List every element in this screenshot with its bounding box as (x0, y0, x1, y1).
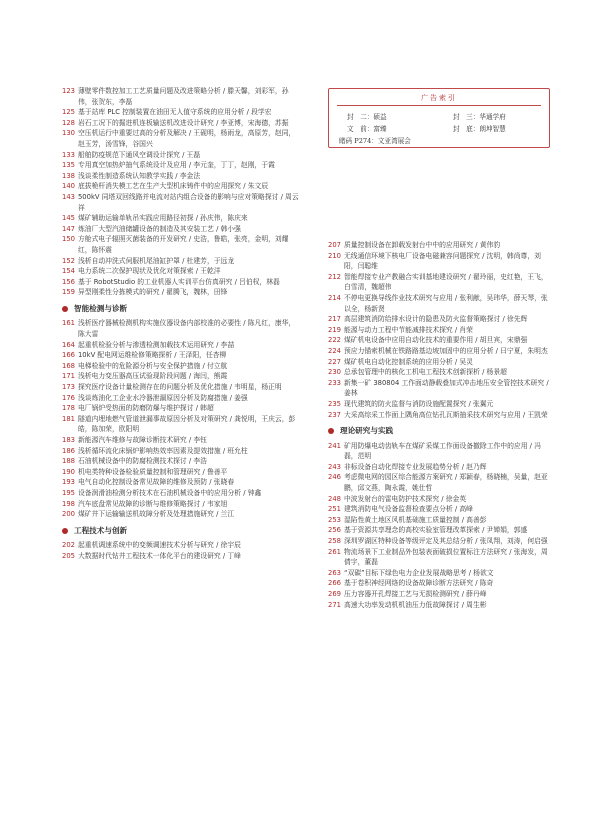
toc-entry[interactable] (62, 287, 300, 298)
page-number: 190 (62, 467, 75, 476)
page-number: 193 (62, 478, 75, 487)
entry-title: 机电类特种设备检验质量控制和管理研究 / 鲁善平 (77, 467, 228, 476)
entry-title: 岩石工况下的掘进机连板输送机改进设计研究 / 李亚博，宋海德，苏振 (77, 118, 289, 127)
entry-title: 薄壁零件数控加工工艺质量问题及改进策略分析 / 滕天馨，刘彩军，孙伟，张贺东，李磊 (77, 87, 289, 106)
entry-title: 异型刚柔性分拣模式的研究 / 翟腾飞，魏林，田锋 (77, 288, 228, 297)
page-number: 125 (62, 108, 75, 117)
toc-entry[interactable] (62, 213, 300, 224)
entry-title: 现代建筑的防火监督与消防设施配置探究 / 张翼元 (343, 399, 494, 408)
page-number: 237 (328, 410, 341, 419)
toc-entry[interactable] (62, 277, 300, 288)
entry-title: 基于 RobotStudio 的工业机器人实训平台仿真研究 / 吕伯权，林磊 (77, 277, 280, 286)
toc-entry[interactable] (62, 107, 300, 118)
entry-title: 起重机检验分析与渗透检测加载技术运用研究 / 李喆 (77, 340, 235, 349)
page-number: 271 (328, 600, 341, 609)
entry-title: 浅析自动冲洗式伺服机尾油缸护罩 / 杜建芳，于远龙 (77, 256, 235, 265)
entry-title: 湿陷性黄土地区风机基础施工质量控制 / 高善彭 (343, 515, 487, 524)
page-number: 166 (62, 351, 75, 360)
entry-title: 质量控制设备在卸载发射台中中的应用研究 / 黄伟豹 (343, 241, 501, 249)
section-heading-label: 工程技术与创新 (74, 525, 128, 535)
toc-entry[interactable] (328, 547, 550, 568)
entry-title: 矿用防爆电动齿轨车在煤矿采煤工作面设备撤除工作中的应用 / 冯磊，范明 (343, 441, 541, 461)
toc-entry[interactable] (62, 256, 300, 267)
toc-entry[interactable] (62, 477, 300, 488)
ad-index-box (328, 88, 550, 148)
toc-entry[interactable] (62, 171, 300, 182)
page-number: 217 (328, 315, 341, 324)
entry-title: 石油机械设备中的防腐检测技术探讨 / 李浩 (77, 457, 207, 466)
page-number: 173 (62, 383, 75, 392)
page-number: 128 (62, 118, 75, 127)
page-number: 188 (62, 457, 75, 466)
entry-title: 浅谈柔性制造系统认知教学实践 / 李金法 (77, 171, 201, 180)
page-number: 135 (62, 161, 75, 170)
toc-right-column (328, 240, 550, 610)
toc-entry[interactable] (328, 293, 550, 314)
section-heading-label: 智能检测与诊断 (74, 303, 128, 313)
entry-title: 浅析循环流化床锅炉影响热效率因素及提效措施 / 班允柱 (77, 446, 248, 455)
entry-title: 预应力锚索机械在铁路路基边坡加固中的应用分析 / 曰宁夏，朱明杰 (343, 346, 548, 355)
page-number: 224 (328, 346, 341, 355)
entry-title: 智能焊接专业产教融合实训基地建设研究 / 翟玲丽，史红艳，王飞，白雪清，魏超伟 (343, 272, 548, 292)
toc-entry[interactable] (62, 160, 300, 171)
page-number: 156 (62, 277, 75, 286)
toc-entry[interactable] (328, 346, 550, 357)
page-number: 161 (62, 319, 75, 328)
page-number: 212 (328, 272, 341, 281)
page-number: 152 (62, 256, 75, 265)
toc-entry[interactable] (62, 150, 300, 161)
section-heading (62, 526, 300, 537)
page-number: 214 (328, 293, 341, 302)
toc-entry[interactable] (328, 357, 550, 368)
entry-title: 浅谈炼油化工企业水冷器泄漏原因分析及防腐措施 / 姜强 (77, 393, 248, 402)
toc-entry[interactable] (62, 234, 300, 255)
page-number: 207 (328, 241, 341, 249)
ad-item: 文 前：富臻 (347, 125, 387, 133)
toc-entry[interactable] (62, 118, 300, 129)
page-number: 266 (328, 579, 341, 588)
entry-title: 基于资源共享理念的高校实验室管理改革探索 / 尹婵娟，郭盛 (343, 526, 528, 535)
toc-entry[interactable] (62, 382, 300, 393)
toc-entry[interactable] (328, 504, 550, 515)
page-number: 241 (328, 441, 341, 450)
entry-title: 建筑消防电气设备监督检查要点分析 / 高峰 (343, 505, 473, 514)
entry-title: 总承包管理中的核化工机电工程技术创新探析 / 杨景超 (343, 368, 507, 377)
toc-entry[interactable] (328, 240, 550, 251)
section-heading (62, 304, 300, 315)
page-number: 248 (328, 494, 341, 503)
page-number: 138 (62, 171, 75, 180)
toc-entry[interactable] (62, 488, 300, 499)
toc-entry[interactable] (62, 371, 300, 382)
page-number: 235 (328, 399, 341, 408)
page-number: 205 (62, 551, 75, 560)
page-number: 256 (328, 526, 341, 535)
entry-title: 起重机调速系统中的变频调速技术分析与研究 / 徐宇辰 (77, 541, 241, 550)
entry-title: 电力系统二次保护现状及优化对策探索 / 王乾洋 (77, 267, 221, 276)
toc-entry[interactable] (62, 340, 300, 351)
toc-entry[interactable] (328, 462, 550, 473)
entry-title: 煤矿机电设备中应用自动化技术的重要作用 / 胡旦宾，宋鼎强 (343, 336, 528, 345)
entry-title: 无线通信环境下核电厂设备电磁兼容问题探究 / 沈明，韩尚尊，刘阳，闫聪维 (343, 251, 541, 271)
page-number: 233 (328, 378, 341, 387)
page-number: 261 (328, 547, 341, 556)
page-number: 269 (328, 590, 341, 598)
bullet-icon (328, 428, 334, 434)
page-number: 200 (62, 510, 75, 519)
section-heading (328, 426, 550, 437)
entry-title: 大数据时代钻井工程技术一体化平台的建设研究 / 丁峰 (77, 551, 241, 560)
toc-entry[interactable] (328, 378, 550, 399)
toc-entry[interactable] (62, 467, 300, 478)
ad-index-divider (337, 105, 541, 106)
page-number: 230 (328, 368, 341, 377)
toc-entry[interactable] (62, 86, 300, 107)
page-number: 219 (328, 325, 341, 334)
entry-title: 基于站库 PLC 控制装置在油田无人值守系统的应用分析 / 段学宏 (77, 108, 272, 117)
entry-title: 浅析电力变压器高压试验现阶段问题 / 海闫，熊霞 (77, 372, 228, 381)
page-number: 130 (62, 129, 75, 138)
page-number: 143 (62, 192, 75, 201)
page-number: 258 (328, 537, 341, 546)
page-number: 178 (62, 404, 75, 413)
page-number: 176 (62, 393, 75, 402)
entry-title: 隧道内埋地燃气管道泄漏事故原因分析及对策研究 / 龚悦明，王庆云，彭皓，陈加荣，欧阳明 (77, 414, 296, 434)
toc-entry[interactable] (62, 224, 300, 235)
page-number: 251 (328, 505, 341, 514)
entry-title: 专用真空加热炉抽气系统设计及应用 / 李元奎，丁丁，赵刚，于霞 (77, 161, 275, 170)
entry-title: 煤矿辅助运输单轨吊实践应用路径初探 / 孙庆伟，陈庆来 (77, 214, 248, 223)
entry-title: 船舶防疫规范下通风空调设计探究 / 王磊 (77, 150, 201, 159)
toc-entry[interactable] (328, 410, 550, 421)
entry-title: 煤矿机电自动化控制系统的应用分析 / 吴灵 (343, 357, 473, 366)
page-number: 154 (62, 267, 75, 276)
page-number: 145 (62, 214, 75, 223)
toc-entry[interactable] (328, 494, 550, 505)
toc-entry[interactable] (328, 251, 550, 272)
page-number: 133 (62, 150, 75, 159)
toc-entry[interactable] (328, 441, 550, 462)
page-number: 198 (62, 499, 75, 508)
toc-entry[interactable] (328, 600, 550, 611)
toc-entry[interactable] (62, 446, 300, 457)
toc-entry[interactable] (62, 509, 300, 520)
toc-entry[interactable] (62, 414, 300, 435)
page-number: 186 (62, 446, 75, 455)
entry-title: 中波发射台的雷电防护技术探究 / 徐金英 (343, 494, 467, 503)
toc-entry[interactable] (62, 350, 300, 361)
bullet-icon (62, 528, 68, 534)
toc-entry[interactable] (62, 128, 300, 149)
toc-entry[interactable] (62, 393, 300, 404)
page-number: 181 (62, 414, 75, 423)
entry-title: 能源与动力工程中节能减排技术探究 / 肖荣 (343, 325, 473, 334)
toc-entry[interactable] (62, 435, 300, 446)
entry-title: 高速大功率发动机机油压力低故障探讨 / 周生彬 (343, 600, 487, 609)
ad-item: 封 底：朗坤智慧 (453, 125, 506, 133)
page-number: 210 (328, 251, 341, 260)
toc-entry[interactable] (328, 399, 550, 410)
toc-entry[interactable] (328, 568, 550, 579)
bullet-icon (62, 306, 68, 312)
entry-title: 新集一矿 380804 工作面动静载叠加式冲击地压安全管控技术研究 / 姜林 (343, 378, 549, 398)
toc-entry[interactable] (62, 540, 300, 551)
page-number: 253 (328, 515, 341, 524)
toc-entry[interactable] (62, 318, 300, 339)
entry-title: 电梯检验中的危险源分析与安全保护措施 / 付立航 (77, 361, 228, 370)
toc-left-column (62, 86, 300, 562)
ad-item: 封 三：华通学府 (453, 113, 506, 121)
ad-item: 封 二：硕益 (347, 113, 387, 121)
entry-title: 电气自动化控制设备常见故障的维修及预防 / 张晓春 (77, 478, 235, 487)
entry-title: 炼油厂大型汽油储罐设备的制造及其安装工艺 / 韩小强 (77, 224, 241, 233)
page-number: 123 (62, 87, 75, 95)
toc-entry[interactable] (62, 266, 300, 277)
entry-title: 10kV 配电网运维检修策略探析 / 王泽阳，任杏柳 (77, 351, 227, 360)
page-number: 183 (62, 436, 75, 444)
toc-entry[interactable] (328, 325, 550, 336)
toc-entry[interactable] (328, 272, 550, 293)
entry-title: “双碳”目标下绿色电力企业发展战略思考 / 杨欲文 (343, 568, 494, 577)
section-heading-label: 理论研究与实践 (340, 426, 394, 436)
page-number: 195 (62, 488, 75, 497)
page-number: 202 (62, 541, 75, 550)
entry-title: 探究医疗设备计量检测存在的问题分析及优化措施 / 韦明星，杨正明 (77, 383, 282, 392)
toc-entry[interactable] (62, 499, 300, 510)
toc-entry[interactable] (62, 403, 300, 414)
toc-entry[interactable] (62, 456, 300, 467)
page-number: 150 (62, 235, 75, 244)
page-number: 171 (62, 372, 75, 381)
entry-title: 500kV 同塔双回线路并电流对站内组合设备的影响与应对策略探讨 / 周云祥 (77, 192, 299, 212)
entry-title: 空压机运行中重要过高的分析及解决 / 王砚明，杨雨龙，高原芳，赵同，赵玉芳，汤雪锋，谷国兴 (77, 129, 296, 148)
page-number: 168 (62, 361, 75, 370)
entry-title: 电厂锅炉受热面的防磨防爆与维护探讨 / 韩超 (77, 404, 214, 413)
entry-title: 非标设备自动化焊接专业发展趋势分析 / 赵乃辉 (343, 462, 487, 471)
page-number: 147 (62, 224, 75, 233)
entry-title: 大采高综采工作面上隅角高位钻孔瓦斯抽采技术研究与应用 / 王凯荣 (343, 410, 548, 419)
entry-title: 浅析医疗器械检测机构实施仪器设备内部校准的必要性 / 陈凡红，康华，陈大雷 (77, 319, 296, 339)
entry-title: 深圳罗湖区特种设备等级评定及其总结分析 / 张凤翔，刘涛，何启强 (343, 537, 548, 546)
toc-entry[interactable] (328, 589, 550, 600)
toc-entry[interactable] (328, 515, 550, 526)
entry-title: 考虑微电网的园区综合能源方案研究 / 郑颖春，杨晓楠，吴量，赵亚鹏，邱文燕，陶永霞，姚仕哲 (343, 473, 548, 493)
toc-entry[interactable] (328, 525, 550, 536)
page-number: 140 (62, 182, 75, 191)
toc-entry[interactable] (328, 367, 550, 378)
page-number: 227 (328, 357, 341, 366)
toc-entry[interactable] (62, 361, 300, 372)
toc-entry[interactable] (328, 536, 550, 547)
entry-title: 设备润滑油检测分析技术在石油机械设备中的应用分析 / 钟鑫 (77, 488, 262, 497)
entry-title: 煤矿井下运输输送机故障分析及处理措施研究 / 兰江 (77, 510, 235, 519)
toc-entry[interactable] (328, 335, 550, 346)
entry-title: 不停电更换导线作业技术研究与应用 / 张利献，吴玮华，薛天琴，张以全，杨新贤 (343, 293, 548, 313)
toc-entry[interactable] (328, 314, 550, 325)
page-number: 222 (328, 336, 341, 345)
entry-title: 新能源汽车维修与故障诊断技术研究 / 李钰 (77, 436, 207, 444)
toc-entry[interactable] (62, 192, 300, 213)
page-number: 159 (62, 288, 75, 297)
entry-title: 高层建筑消防给排水设计的隐患及防火监督策略探讨 / 徐先辉 (343, 315, 528, 324)
entry-title: 汽车底盘常见故障的诊断与维修策略探讨 / 韦家旭 (77, 499, 228, 508)
entry-title: 物流场景下工业制品外包装表面破损位置标注方法研究 / 张海发，周倩宇，董磊 (343, 547, 548, 567)
ad-index-title: 广告索引 (421, 94, 457, 102)
entry-title: 压力容器开孔焊接工艺与无损检测研究 / 薛丹峰 (343, 590, 487, 598)
entry-title: 底拔桅杆消失模工艺在生产大型机床铸件中的应用探究 / 朱文辰 (77, 182, 269, 191)
toc-entry[interactable] (62, 551, 300, 562)
entry-title: 基于卷积神经网络的设备故障诊断方法研究 / 陈奇 (343, 579, 494, 588)
toc-entry[interactable] (328, 578, 550, 589)
entry-title: 方舱式电子辐照灭菌装备的开发研究 / 史浩，鲁皓，张亮，金明，刘耀红，陈怀震 (77, 235, 289, 254)
page-number: 246 (328, 473, 341, 482)
page-number: 263 (328, 568, 341, 577)
toc-entry[interactable] (328, 472, 550, 493)
toc-entry[interactable] (62, 181, 300, 192)
page-number: 243 (328, 462, 341, 471)
ad-footer: 睹码 P274：文亚湾展会 (339, 137, 411, 145)
page-number: 164 (62, 340, 75, 349)
